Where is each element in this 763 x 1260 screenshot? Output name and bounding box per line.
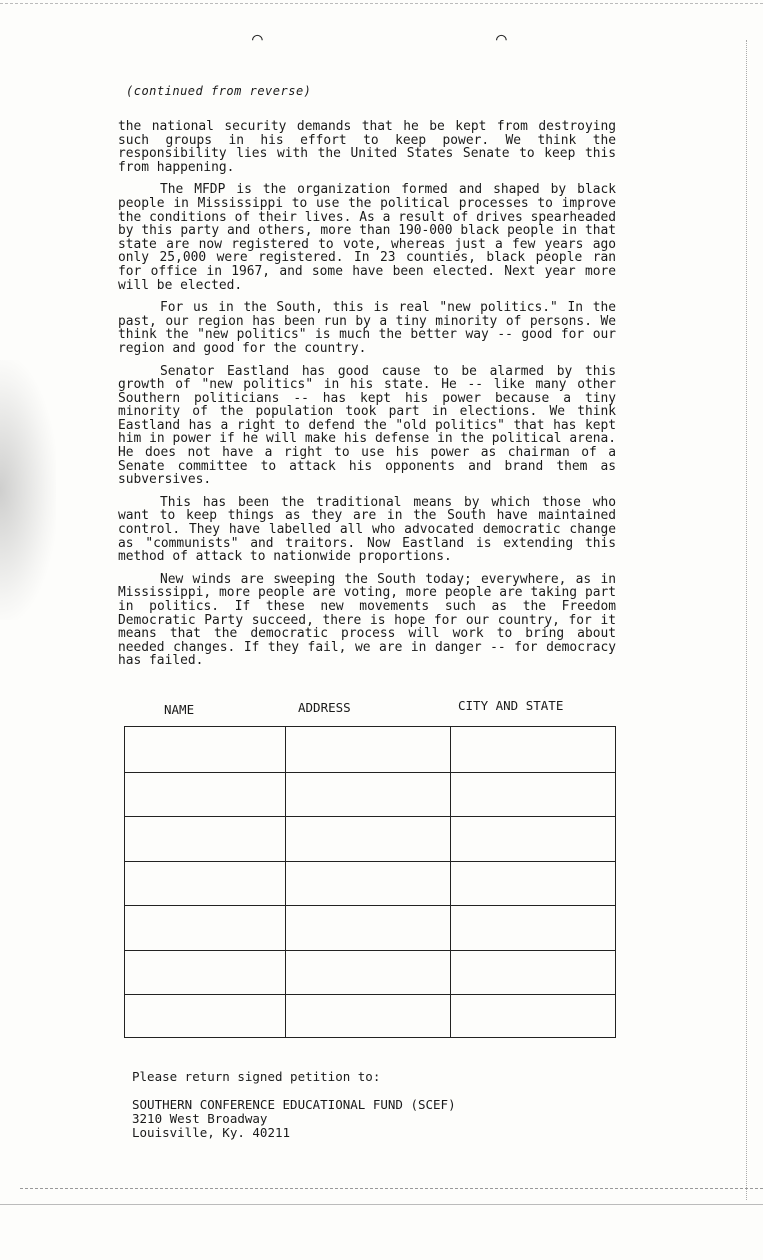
scan-mark: ⌒ [496, 28, 507, 49]
body-text [118, 120, 616, 677]
scan-edge-right [746, 40, 747, 1200]
address-line-3: Louisville, Ky. 40211 [132, 1125, 291, 1140]
return-address-block [132, 1070, 456, 1140]
paragraph-2: The MFDP is the organization formed and shaped by black people in Mississippi to use the political processes to improve the conditions of their lives. As a result of drives spearheaded by this party and others, more than 190-000 black people in that state are now registered to vote, whereas just a few years ago only 25,000 were registered. In 23 counties, black people ran for office in 1967, and some have been elected. Next year more will be elected. [118, 182, 616, 293]
scan-edge-bottom-2 [0, 1204, 763, 1205]
scan-edge-top [0, 3, 763, 4]
paragraph-3: For us in the South, this is real "new politics." In the past, our region has been run by a tiny minority of persons. We think the "new politics" is much the better way -- good for our region and good for the country. [118, 300, 616, 356]
paragraph-5: This has been the traditional means by which those who want to keep things as they are in the South have maintained control. They have labelled all who advocated democratic change as "communists" and traitors. Now Eastland is extending this method of attack to nationwide proportions. [118, 494, 616, 565]
signature-row [125, 772, 615, 819]
scan-smudge [0, 360, 56, 620]
address-line-1: SOUTHERN CONFERENCE EDUCATIONAL FUND (SCEF) [132, 1097, 456, 1112]
signature-row [125, 950, 615, 997]
continued-note: (continued from reverse) [126, 84, 312, 98]
signature-table-header [0, 698, 763, 718]
signature-row [125, 816, 615, 863]
paragraph-4: Senator Eastland has good cause to be alarmed by this growth of "new politics" in his state. He -- like many other Southern politicians -- has kept his power because a tiny minority of the population took part in elections. We think Eastland has a right to defend the "old politics" that has kept him in power if he will make his defense in the political arena. He does not have a right to use his power as chairman of a Senate committee to attack his opponents and brand them as subversives. [118, 363, 616, 488]
address-line-2: 3210 West Broadway [132, 1111, 268, 1126]
signature-table [124, 726, 616, 1038]
signature-row [125, 994, 615, 1041]
signature-row [125, 861, 615, 908]
paragraph-1: the national security demands that he be kept from destroying such groups in his effort to keep power. We think the responsibility lies with the United States Senate to keep this from happening. [118, 119, 616, 175]
scan-edge-bottom [20, 1188, 763, 1189]
return-label: Please return signed petition to: [132, 1069, 381, 1084]
header-address: ADDRESS [298, 700, 351, 715]
header-name: NAME [164, 702, 195, 717]
scan-mark: ⌒ [252, 28, 263, 49]
paragraph-6: New winds are sweeping the South today; everywhere, as in Mississippi, more people are voting, more people are taking part in politics. If these new movements such as the Freedom Democratic Party succeed, there is hope for our country, for it means that the democratic process will work to bring about needed changes. If they fail, we are in danger -- for democracy has failed. [118, 571, 616, 669]
signature-row [125, 905, 615, 952]
header-city-state: CITY AND STATE [458, 698, 564, 713]
